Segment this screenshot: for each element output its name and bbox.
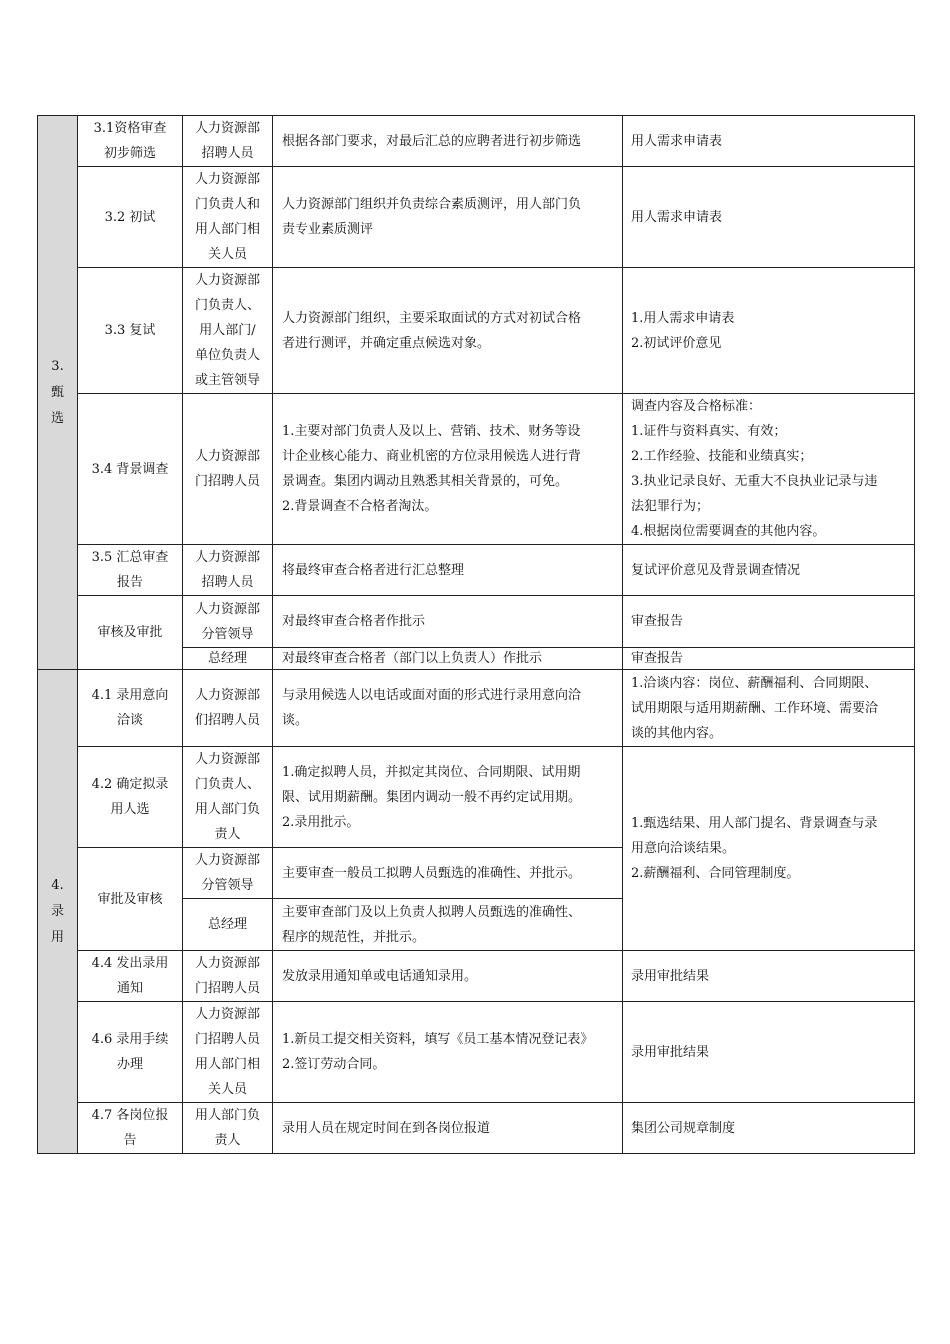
responsible-cell: 用人部门负 责人 [183, 1103, 273, 1154]
step-cell: 审批及审核 [78, 848, 183, 951]
description-cell: 与录用候选人以电话或面对面的形式进行录用意向洽 谈。 [273, 670, 623, 747]
description-cell: 人力资源部门组织，主要采取面试的方式对初试合格 者进行测评，并确定重点候选对象。 [273, 268, 623, 394]
documents-cell: 调查内容及合格标准： 1.证件与资料真实、有效； 2.工作经验、技能和业绩真实； 3.执业记录良好、无重大不良执业记录与违 法犯罪行为； 4.根据岗位需要调查的其他内容。 [623, 394, 915, 545]
step-cell: 3.2 初试 [78, 167, 183, 268]
description-cell: 1.确定拟聘人员，并拟定其岗位、合同期限、试用期 限、试用期薪酬。集团内调动一般不再约定试用期。 2.录用批示。 [273, 747, 623, 848]
step-cell: 4.4 发出录用 通知 [78, 951, 183, 1002]
documents-cell: 1.洽谈内容：岗位、薪酬福利、合同期限、 试用期限与适用期薪酬、工作环境、需要洽 谈的其他内容。 [623, 670, 915, 747]
table-row [38, 268, 915, 394]
step-cell: 4.1 录用意向 洽谈 [78, 670, 183, 747]
description-cell: 人力资源部门组织并负责综合素质测评，用人部门负 责专业素质测评 [273, 167, 623, 268]
documents-cell: 1.甄选结果、用人部门提名、背景调查与录 用意向洽谈结果。 2.薪酬福利、合同管理制度。 [623, 747, 915, 951]
step-cell: 3.1资格审查 初步筛选 [78, 116, 183, 167]
section-cell-hiring: 4. 录 用 [38, 670, 78, 1154]
table-row [38, 116, 915, 167]
description-cell: 根据各部门要求，对最后汇总的应聘者进行初步筛选 [273, 116, 623, 167]
step-cell: 4.6 录用手续 办理 [78, 1002, 183, 1103]
description-cell: 1.主要对部门负责人及以上、营销、技术、财务等设 计企业核心能力、商业机密的方位录用候选人进行背 景调查。集团内调动且熟悉其相关背景的，可免。 2.背景调查不合格者淘汰。 [273, 394, 623, 545]
table-row [38, 747, 915, 848]
responsible-cell: 人力资源部 门招聘人员 用人部门相 关人员 [183, 1002, 273, 1103]
step-cell: 4.2 确定拟录 用人选 [78, 747, 183, 848]
step-cell: 3.5 汇总审查 报告 [78, 545, 183, 596]
table-row [38, 167, 915, 268]
responsible-cell: 人力资源部 门负责人、 用人部门负 责人 [183, 747, 273, 848]
description-cell: 主要审查一般员工拟聘人员甄选的准确性、并批示。 [273, 848, 623, 899]
description-cell: 1.新员工提交相关资料，填写《员工基本情况登记表》 2.签订劳动合同。 [273, 1002, 623, 1103]
documents-cell: 1.用人需求申请表 2.初试评价意见 [623, 268, 915, 394]
responsible-cell: 人力资源部 分管领导 [183, 596, 273, 648]
description-cell: 对最终审查合格者（部门以上负责人）作批示 [273, 648, 623, 670]
step-cell: 3.4 背景调查 [78, 394, 183, 545]
responsible-cell: 人力资源部 门负责人、 用人部门/ 单位负责人 或主管领导 [183, 268, 273, 394]
documents-cell: 审查报告 [623, 596, 915, 648]
responsible-cell: 总经理 [183, 648, 273, 670]
table-row [38, 1002, 915, 1103]
description-cell: 发放录用通知单或电话通知录用。 [273, 951, 623, 1002]
step-cell: 审核及审批 [78, 596, 183, 670]
documents-cell: 审查报告 [623, 648, 915, 670]
table-row [38, 1103, 915, 1154]
description-cell: 将最终审查合格者进行汇总整理 [273, 545, 623, 596]
documents-cell: 录用审批结果 [623, 1002, 915, 1103]
description-cell: 对最终审查合格者作批示 [273, 596, 623, 648]
responsible-cell: 人力资源部 门招聘人员 [183, 951, 273, 1002]
documents-cell: 用人需求申请表 [623, 167, 915, 268]
process-table [37, 115, 915, 1154]
table-row [38, 670, 915, 747]
documents-cell: 复试评价意见及背景调查情况 [623, 545, 915, 596]
responsible-cell: 人力资源部 招聘人员 [183, 116, 273, 167]
documents-cell: 集团公司规章制度 [623, 1103, 915, 1154]
responsible-cell: 人力资源部 门招聘人员 [183, 394, 273, 545]
description-cell: 主要审查部门及以上负责人拟聘人员甄选的准确性、 程序的规范性，并批示。 [273, 899, 623, 951]
responsible-cell: 人力资源部 门负责人和 用人部门相 关人员 [183, 167, 273, 268]
table-row [38, 394, 915, 545]
responsible-cell: 总经理 [183, 899, 273, 951]
table-row [38, 596, 915, 648]
responsible-cell: 人力资源部 分管领导 [183, 848, 273, 899]
table-row [38, 545, 915, 596]
documents-cell: 录用审批结果 [623, 951, 915, 1002]
table-row [38, 951, 915, 1002]
step-cell: 3.3 复试 [78, 268, 183, 394]
description-cell: 录用人员在规定时间在到各岗位报道 [273, 1103, 623, 1154]
step-cell: 4.7 各岗位报 告 [78, 1103, 183, 1154]
responsible-cell: 人力资源部 们招聘人员 [183, 670, 273, 747]
section-cell-selection: 3. 甄 选 [38, 116, 78, 670]
documents-cell: 用人需求申请表 [623, 116, 915, 167]
responsible-cell: 人力资源部 招聘人员 [183, 545, 273, 596]
